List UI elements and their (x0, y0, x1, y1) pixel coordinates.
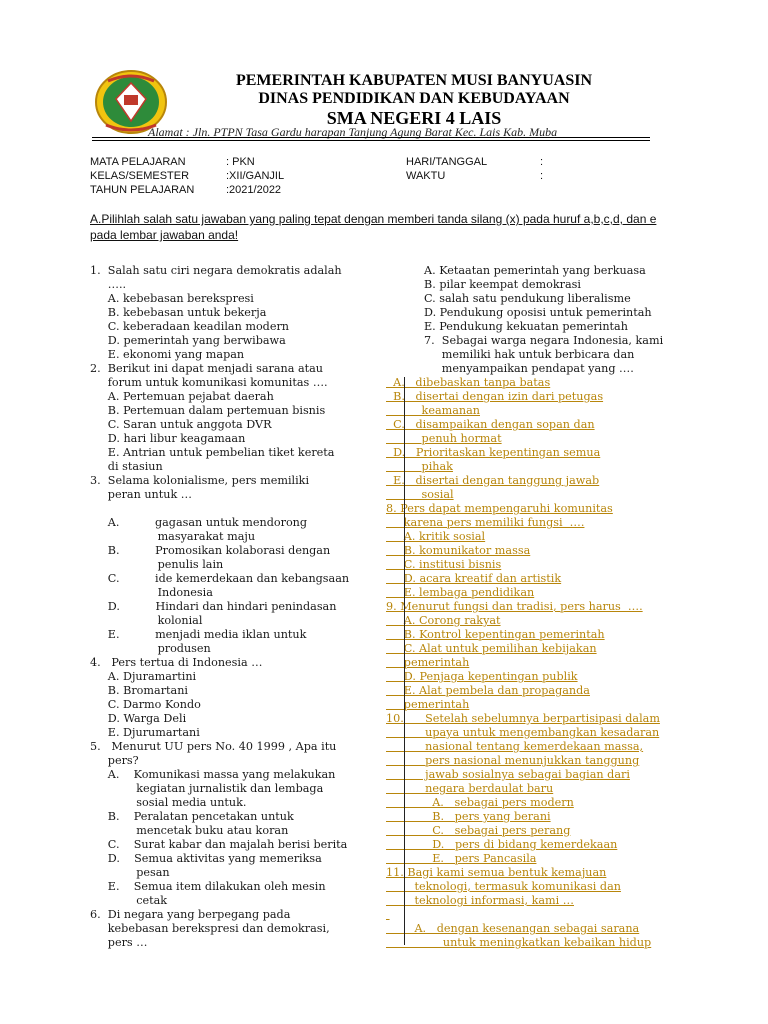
text-line: B. komunikator massa (386, 544, 531, 557)
header-divider (92, 137, 650, 138)
text-line: 3. Selama kolonialisme, pers memiliki (90, 474, 310, 487)
instruction: A.Pilihlah salah satu jawaban yang paling tepat dengan memberi tanda silang (x) pada huruf a,b,c,d, dan e pada lembar jawaban anda! (90, 212, 657, 242)
header-line-2: DINAS PENDIDIKAN DAN KEBUDAYAAN (258, 90, 570, 107)
text-line: D. Warga Deli (90, 712, 187, 725)
question-column-right (424, 264, 663, 376)
text-line: teknologi informasi, kami … (386, 894, 574, 907)
hari-label: HARI/TANGGAL (406, 156, 488, 168)
text-line: A. Komunikasi massa yang melakukan (90, 768, 336, 781)
text-line: penuh hormat (386, 432, 502, 445)
text-line: 2. Berikut ini dapat menjadi sarana atau (90, 362, 323, 375)
text-line: forum untuk komunikasi komunitas …. (90, 376, 328, 389)
text-line: A. sebagai pers modern (386, 796, 574, 809)
text-line: kegiatan jurnalistik dan lembaga (90, 782, 324, 795)
text-line: E. disertai dengan tanggung jawab (386, 474, 600, 487)
text-line: keamanan (386, 404, 480, 417)
text-line: pemerintah (386, 698, 470, 711)
text-line: A. dengan kesenangan sebagai sarana (386, 922, 640, 935)
header-address: Alamat : Jln. PTPN Tasa Gardu harapan Tanjung Agung Barat Kec. Lais Kab. Muba (148, 125, 558, 139)
text-line: B. Peralatan pencetakan untuk (90, 810, 294, 823)
text-line: E. Semua item dilakukan oleh mesin (90, 880, 326, 893)
text-line: C. Alat untuk pemilihan kebijakan (386, 642, 597, 655)
waktu-label: WAKTU (406, 170, 446, 182)
text-line: B. Pertemuan dalam pertemuan bisnis (90, 404, 326, 417)
text-line: B. pilar keempat demokrasi (424, 278, 581, 291)
header-line-1: PEMERINTAH KABUPATEN MUSI BANYUASIN (235, 72, 593, 89)
text-line: E. ekonomi yang mapan (90, 348, 245, 361)
text-line: A. dibebaskan tanpa batas (386, 376, 551, 389)
kelas-label: KELAS/SEMESTER (90, 170, 190, 182)
mapel-value: : PKN (226, 156, 255, 168)
text-line: A. kritik sosial (386, 530, 486, 543)
text-line: pihak (386, 460, 453, 473)
text-line: pers nasional menunjukkan tanggung (386, 754, 640, 767)
text-line: D. Semua aktivitas yang memeriksa (90, 852, 322, 865)
text-line: produsen (90, 642, 211, 655)
text-line: D. hari libur keagamaan (90, 432, 246, 445)
text-line: sosial media untuk. (90, 796, 247, 809)
text-line: D. pers di bidang kemerdekaan (386, 838, 618, 851)
tahun-value: :2021/2022 (226, 184, 282, 196)
text-line: E. lembaga pendidikan (386, 586, 535, 599)
text-line: jawab sosialnya sebagai bagian dari (386, 768, 630, 781)
text-line: B. Kontrol kepentingan pemerintah (386, 628, 605, 641)
header-divider-2 (92, 140, 650, 141)
text-line: negara berdaulat baru (386, 782, 554, 795)
text-line: 7. Sebagai warga negara Indonesia, kami (424, 334, 664, 347)
mapel-label: MATA PELAJARAN (90, 156, 186, 168)
text-line (386, 908, 660, 922)
text-line: kebebasan berekspresi dan demokrasi, (90, 922, 330, 935)
text-line: sosial (386, 488, 454, 501)
text-line: E. Pendukung kekuatan pemerintah (424, 320, 628, 333)
text-line: E. pers Pancasila (386, 852, 537, 865)
column-divider (404, 377, 405, 945)
text-line: D. acara kreatif dan artistik (386, 572, 562, 585)
text-line: cetak (90, 894, 168, 907)
text-line: D. Hindari dan hindari penindasan (90, 600, 337, 613)
text-line (90, 502, 349, 516)
text-line: C. ide kemerdekaan dan kebangsaan (90, 572, 350, 585)
text-line: peran untuk … (90, 488, 192, 501)
waktu-value: : (540, 170, 544, 182)
text-line: 11. Bagi kami semua bentuk kemajuan (386, 866, 607, 879)
text-line: C. disampaikan dengan sopan dan (386, 418, 595, 431)
text-line: pers … (90, 936, 148, 949)
text-line: A. Djuramartini (90, 670, 197, 683)
text-line: C. institusi bisnis (386, 558, 502, 571)
text-line: B. pers yang berani (386, 810, 551, 823)
text-line: A. Corong rakyat (386, 614, 501, 627)
text-line: karena pers memiliki fungsi …. (386, 516, 585, 529)
text-line: di stasiun (90, 460, 163, 473)
text-line: pemerintah (386, 656, 470, 669)
text-line: pesan (90, 866, 170, 879)
text-line: A. kebebasan berekspresi (90, 292, 254, 305)
text-line: pers? (90, 754, 139, 767)
question-column-left (90, 264, 349, 950)
text-line: E. Antrian untuk pembelian tiket kereta (90, 446, 335, 459)
text-line: C. salah satu pendukung liberalisme (424, 292, 631, 305)
text-line: A. Pertemuan pejabat daerah (90, 390, 274, 403)
hari-value: : (540, 156, 544, 168)
text-line: menyampaikan pendapat yang …. (424, 362, 634, 375)
text-line: 4. Pers tertua di Indonesia … (90, 656, 263, 669)
text-line: mencetak buku atau koran (90, 824, 289, 837)
text-line: teknologi, termasuk komunikasi dan (386, 880, 621, 893)
text-line: D. Pendukung oposisi untuk pemerintah (424, 306, 652, 319)
header-school-name: SMA NEGERI 4 LAIS (326, 108, 502, 128)
text-line: C. Surat kabar dan majalah berisi berita (90, 838, 348, 851)
text-line: C. Darmo Kondo (90, 698, 201, 711)
text-line: C. Saran untuk anggota DVR (90, 418, 272, 431)
text-line: B. Bromartani (90, 684, 188, 697)
text-line: A. gagasan untuk mendorong (90, 516, 308, 529)
text-line: B. disertai dengan izin dari petugas (386, 390, 604, 403)
text-line: E. Djurumartani (90, 726, 200, 739)
text-line: A. Ketaatan pemerintah yang berkuasa (424, 264, 646, 277)
text-line: D. pemerintah yang berwibawa (90, 334, 286, 347)
text-line: upaya untuk mengembangkan kesadaran (386, 726, 660, 739)
text-line: ….. (90, 278, 127, 291)
text-line: E. menjadi media iklan untuk (90, 628, 307, 641)
text-line: 1. Salah satu ciri negara demokratis adalah (90, 264, 342, 277)
text-line: D. Penjaga kepentingan publik (386, 670, 578, 683)
text-line: masyarakat maju (90, 530, 256, 543)
text-line: B. kebebasan untuk bekerja (90, 306, 267, 319)
text-line: C. keberadaan keadilan modern (90, 320, 290, 333)
text-line: 6. Di negara yang berpegang pada (90, 908, 291, 921)
text-line: B. Promosikan kolaborasi dengan (90, 544, 331, 557)
text-line: D. Prioritaskan kepentingan semua (386, 446, 601, 459)
text-line: penulis lain (90, 558, 224, 571)
text-line: 9. Menurut fungsi dan tradisi, pers harus …. (386, 600, 643, 613)
text-line: 8. Pers dapat mempengaruhi komunitas (386, 502, 613, 515)
text-line: nasional tentang kemerdekaan massa, (386, 740, 644, 753)
answer-options-right (386, 376, 660, 950)
text-line: 10. Setelah sebelumnya berpartisipasi dalam (386, 712, 660, 725)
text-line: E. Alat pembela dan propaganda (386, 684, 590, 697)
text-line: C. sebagai pers perang (386, 824, 571, 837)
text-line: kolonial (90, 614, 203, 627)
text-line: 5. Menurut UU pers No. 40 1999 , Apa itu (90, 740, 337, 753)
text-line: untuk meningkatkan kebaikan hidup (386, 936, 652, 949)
tahun-label: TAHUN PELAJARAN (90, 184, 195, 196)
text-line: Indonesia (90, 586, 213, 599)
kelas-value: :XII/GANJIL (226, 170, 285, 182)
text-line: memiliki hak untuk berbicara dan (424, 348, 635, 361)
